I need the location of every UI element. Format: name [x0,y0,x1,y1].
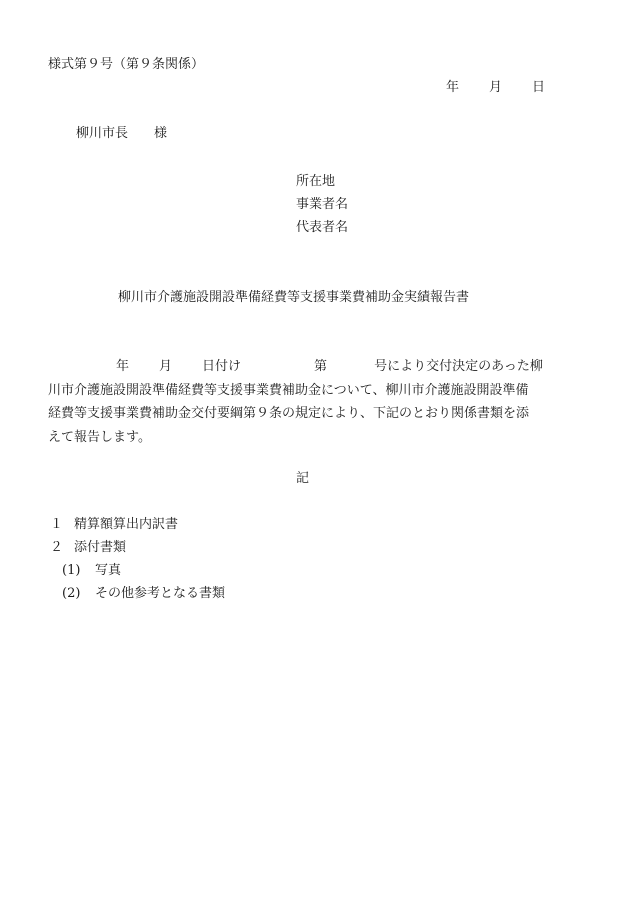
date-day-label: 日 [532,80,546,95]
sub-list-item [62,563,121,579]
item-label: 添付書類 [74,540,127,555]
body-line-4: えて報告します。 [48,429,151,445]
item-number: １ [50,517,64,532]
body-line-2: 川市介護施設開設準備経費等支援事業費補助金について、柳川市介護施設開設準備 [48,382,529,398]
item-label: 精算額算出内訳書 [74,517,179,532]
body-month: 月 [159,359,173,374]
ki-heading: 記 [296,471,310,486]
body-paragraph [48,355,562,449]
list-item [50,540,126,556]
addressee-honorific: 様 [154,126,168,141]
date-year-label: 年 [446,80,460,95]
sub-item-label: その他参考となる書類 [95,586,226,601]
sub-item-number: (1) [62,563,81,578]
date-line [446,80,545,96]
sub-item-label: 写真 [95,563,122,578]
date-month-label: 月 [489,80,503,95]
item-number: ２ [50,540,64,555]
addressee-name: 柳川市長 [76,126,129,141]
document-title: 柳川市介護施設開設準備経費等支援事業費補助金実績報告書 [118,290,470,305]
body-line-1 [48,355,562,379]
body-line-3: 経費等支援事業費補助金交付要綱第９条の規定により、下記のとおり関係書類を添 [48,406,530,421]
sender-representative-label: 代表者名 [296,220,349,235]
body-year: 年 [116,359,130,374]
sub-item-number: (2) [62,586,81,601]
addressee [76,126,167,142]
form-number: 様式第９号（第９条関係） [48,57,205,72]
body-line-1-rest: 号により交付決定のあった柳 [374,359,543,374]
list-item [50,517,178,533]
body-dai: 第 [314,359,328,374]
body-dated: 日付け [202,359,242,374]
sub-list-item [62,586,225,602]
sender-address-label: 所在地 [296,174,336,189]
sender-business-label: 事業者名 [296,197,349,212]
